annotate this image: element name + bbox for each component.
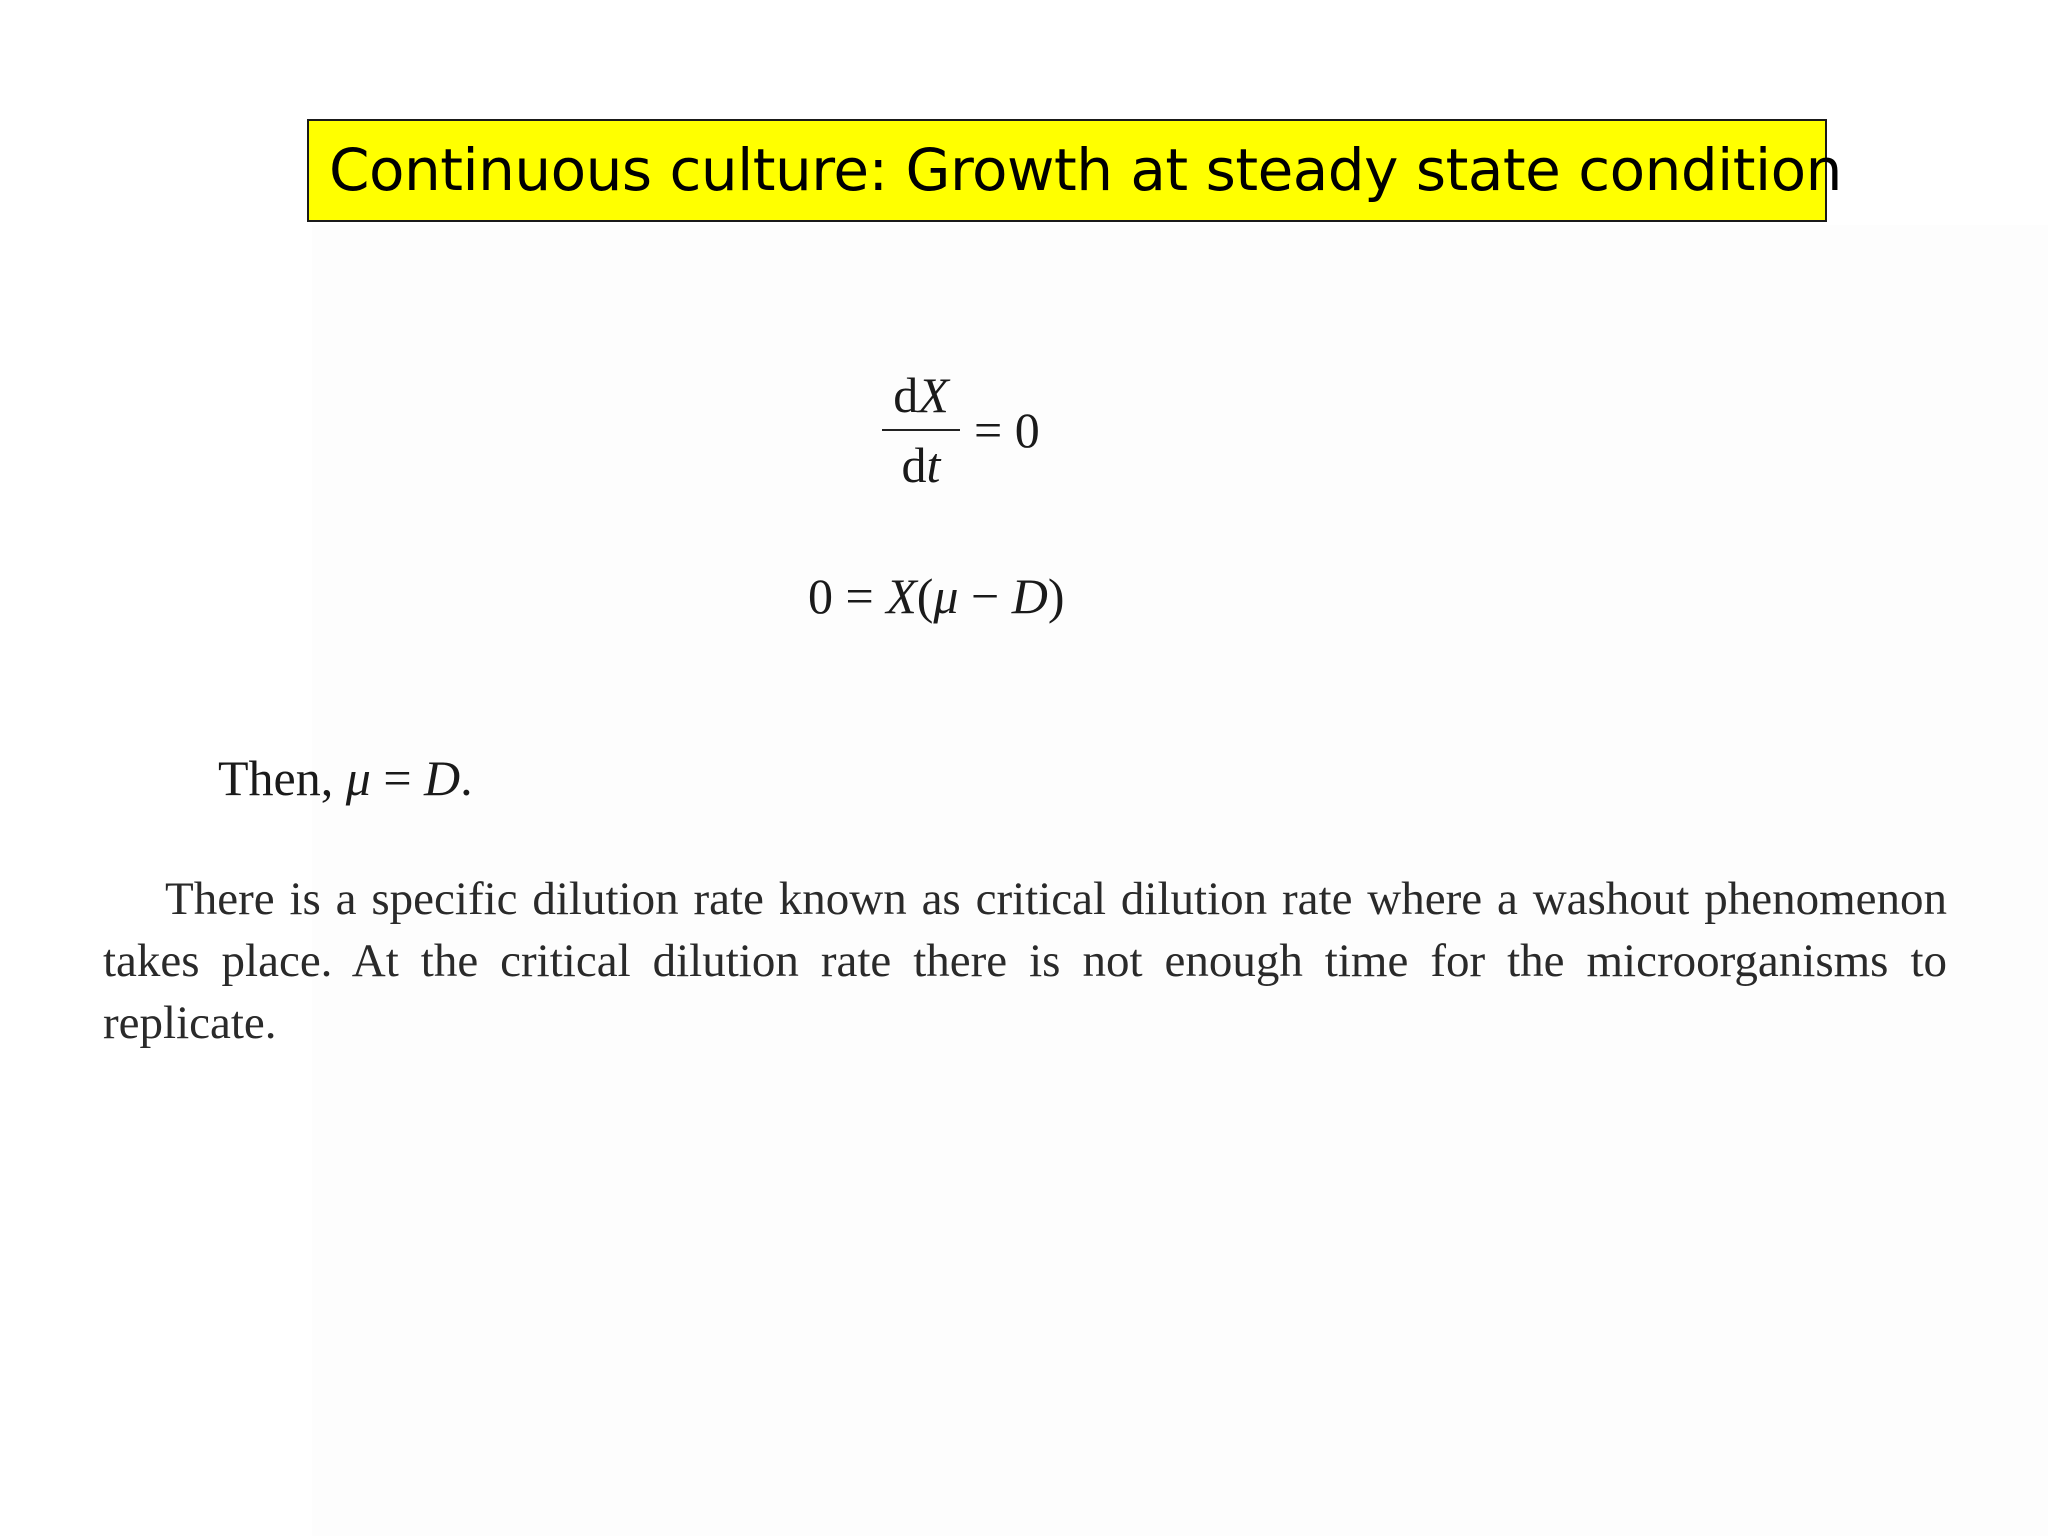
eq2-mu: μ xyxy=(933,568,959,624)
denominator-d: d xyxy=(901,437,927,493)
fraction-dx-dt xyxy=(882,365,960,495)
fraction-denominator xyxy=(896,435,947,495)
then-mu: μ xyxy=(345,750,371,806)
eq2-open-paren: ( xyxy=(916,568,934,624)
slide-title: Continuous culture: Growth at steady state condition xyxy=(307,119,1827,222)
eq2-x: X xyxy=(886,568,917,624)
eq2-close-paren: ) xyxy=(1047,568,1065,624)
fraction-bar xyxy=(882,429,960,431)
then-period: . xyxy=(460,750,473,806)
critical-dilution-paragraph: There is a specific dilution rate known as critical dilution rate where a washout phenomenon takes place. At the critical dilution rate there is not enough time for the microorganisms to replicate. xyxy=(103,873,1947,1049)
then-statement xyxy=(218,748,473,808)
equation-rhs: = 0 xyxy=(974,402,1040,458)
fraction-numerator xyxy=(887,365,955,425)
then-equals: = xyxy=(370,750,425,806)
then-d: D xyxy=(424,750,461,806)
numerator-x: X xyxy=(918,367,949,423)
equation-derivative xyxy=(882,360,1040,500)
eq2-minus: − xyxy=(958,568,1012,624)
eq2-lhs: 0 = xyxy=(808,568,887,624)
denominator-t: t xyxy=(926,437,941,493)
numerator-d: d xyxy=(893,367,919,423)
eq2-d: D xyxy=(1011,568,1048,624)
equation-steady-state xyxy=(808,566,1064,626)
then-prefix: Then, xyxy=(218,750,346,806)
